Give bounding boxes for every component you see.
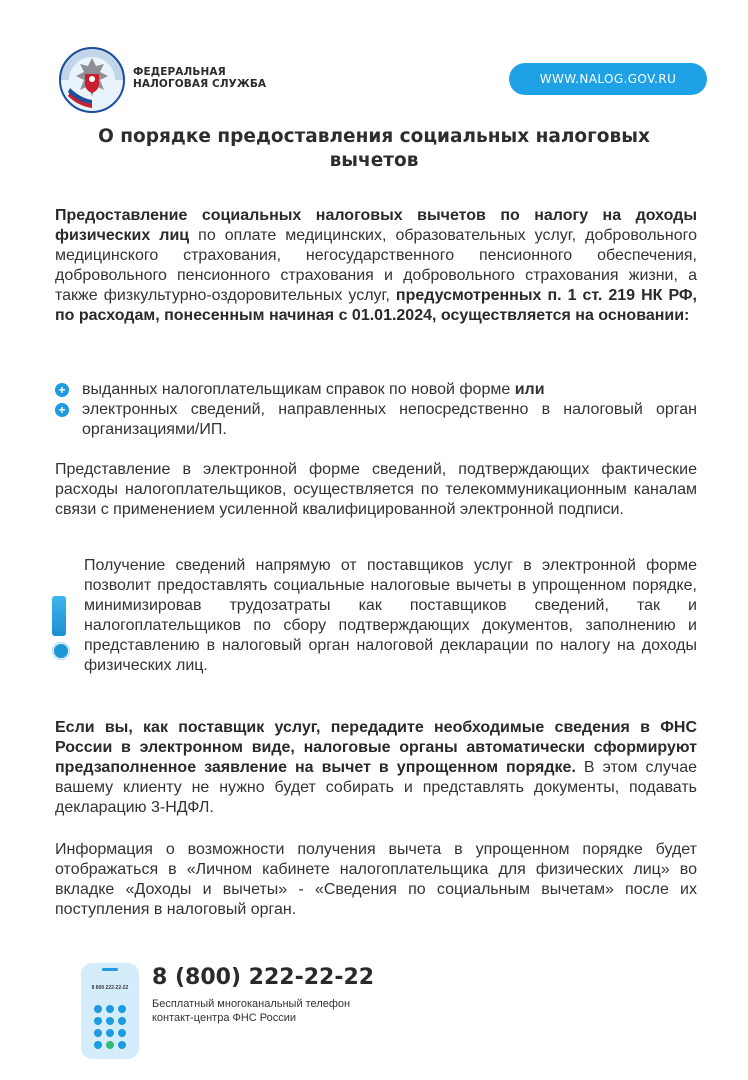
keypad-key: [118, 1029, 126, 1037]
organization-name-line1: ФЕДЕРАЛЬНАЯ: [133, 66, 226, 78]
intro-bold-lead: Предоставление социальных налоговых вычетов по налогу на доходы физических лиц: [55, 207, 697, 244]
provider-paragraph: [55, 718, 697, 818]
keypad-key: [94, 1041, 102, 1049]
page-title-line2: вычетов: [329, 150, 419, 171]
intro-text: по оплате медицинских, образовательных услуг, добровольного медицинского страхования, негосударственного пенсионного обеспечения, добровольного пенсионного страхования и добровольного страхования жизни, а также физкультурно-оздоровительных услуг,: [55, 227, 698, 304]
hotline-description-line2: контакт-центра ФНС России: [152, 1012, 297, 1024]
intro-paragraph: [55, 206, 697, 326]
keypad-key: [106, 1029, 114, 1037]
provider-bold-text: Если вы, как поставщик услуг, передадите необходимые сведения в ФНС России в электронном виде, налоговые органы автоматически сформируют предзаполненное заявление на вычет в упрощенном порядке.: [55, 719, 697, 776]
fns-emblem-logo: [58, 46, 126, 114]
phone-speaker: [102, 968, 118, 971]
hotline-description-line1: Бесплатный многоканальный телефон: [152, 998, 351, 1010]
hotline-phone-number[interactable]: 8 (800) 222-22-22: [152, 965, 375, 990]
plus-circle-icon: +: [55, 403, 69, 417]
list-item-text: электронных сведений, направленных непосредственно в налоговый орган организациями/ИП.: [82, 401, 697, 438]
keypad-key: [118, 1017, 126, 1025]
keypad-key: [94, 1017, 102, 1025]
page-title: [60, 125, 688, 173]
website-link-button[interactable]: WWW.NALOG.GOV.RU: [509, 63, 707, 95]
hotline-description: [152, 997, 350, 1025]
keypad-key: [106, 1017, 114, 1025]
list-item: [55, 400, 697, 440]
electronic-submission-paragraph: Представление в электронной форме сведений, подтверждающих фактические расходы налогоплательщиков, осуществляется по телекоммуникационным каналам связи с применением усиленной квалифицированной электронной подписи.: [55, 461, 697, 518]
phone-icon: [81, 963, 139, 1059]
basis-list: [55, 380, 697, 440]
callout-paragraph: Получение сведений напрямую от поставщиков услуг в электронной форме позволит предоставлять социальные налоговые вычеты в упрощенном порядке, минимизировав трудозатраты как поставщиков сведений, так и налогоплательщиков по сбору подтверждающих документов, заполнению и представлению в налоговый орган налоговой декларации по налогу на доходы физических лиц.: [84, 557, 697, 674]
list-item-bold: или: [514, 381, 545, 398]
phone-icon-number: 8 800 222-22-22: [91, 985, 129, 991]
keypad-key: [94, 1005, 102, 1013]
intro-bold-basis: предусмотренных п. 1 ст. 219 НК РФ, по расходам, понесенным начиная с 01.01.2024, осуществляется на основании:: [55, 287, 697, 324]
plus-circle-icon: +: [55, 383, 69, 397]
callout-accent-dot: [52, 642, 70, 660]
keypad-icon: [94, 1005, 126, 1049]
provider-text: В этом случае вашему клиенту не нужно будет собирать и представлять документы, подавать декларацию 3-НДФЛ.: [55, 759, 697, 816]
keypad-key: [106, 1005, 114, 1013]
keypad-key: [118, 1041, 126, 1049]
keypad-call-key: [106, 1041, 114, 1049]
list-item-text: выданных налогоплательщикам справок по новой форме: [82, 381, 515, 398]
page-title-line1: О порядке предоставления социальных налоговых: [98, 126, 650, 147]
organization-name-line2: НАЛОГОВАЯ СЛУЖБА: [133, 78, 267, 90]
personal-account-paragraph: Информация о возможности получения вычета в упрощенном порядке будет отображаться в «Личном кабинете налогоплательщика для физических лиц» во вкладке «Доходы и вычеты» - «Сведения по социальным вычетам» после их поступления в налоговый орган.: [55, 841, 697, 918]
keypad-key: [118, 1005, 126, 1013]
list-item: [55, 380, 697, 400]
keypad-key: [94, 1029, 102, 1037]
organization-name: [133, 66, 266, 90]
callout-accent-bar: [52, 596, 66, 636]
